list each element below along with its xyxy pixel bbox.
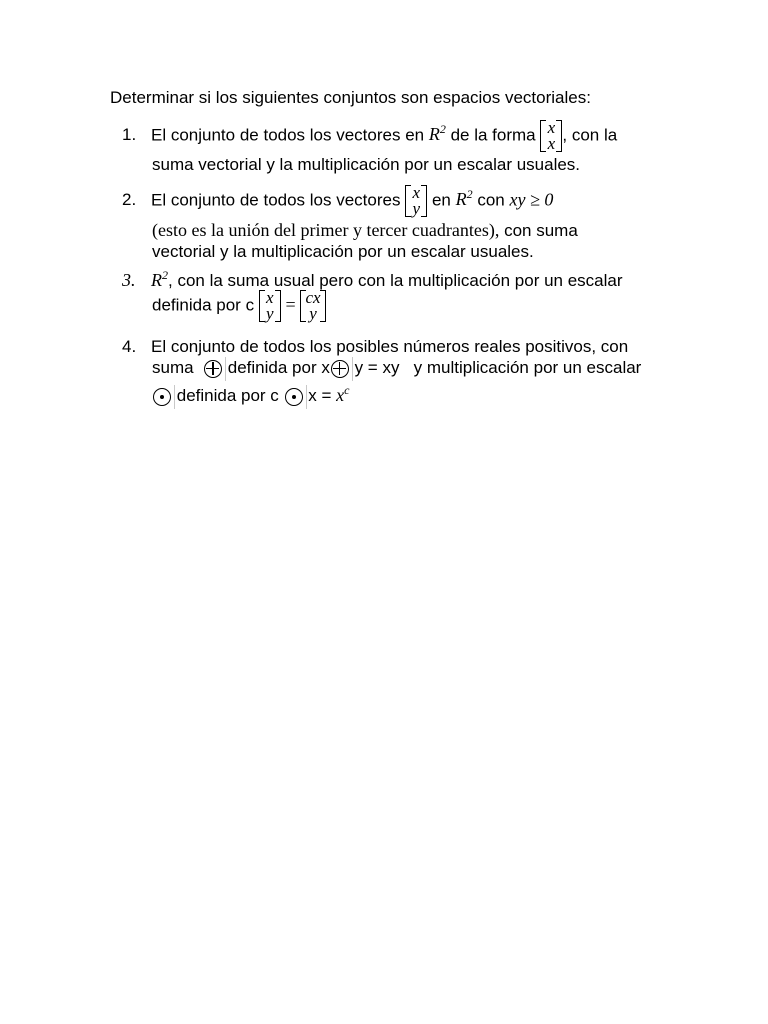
item-number: 3. (122, 270, 136, 290)
item-text: y multiplicación por un escalar (413, 358, 642, 377)
item-text: con suma (504, 221, 578, 240)
item-text: , con la (562, 125, 618, 145)
circled-plus-icon (330, 359, 350, 379)
item-text: definida por c (176, 386, 279, 405)
item-text: definida por x (227, 358, 330, 377)
condition-math: xy ≥ 0 (509, 189, 554, 210)
math-R: $R^2$ (428, 122, 446, 145)
circled-dot-icon (284, 387, 304, 407)
item-text: suma (152, 358, 194, 377)
item-text: , con la suma usual pero con la multiplicación por un escalar (168, 271, 623, 290)
list-item-2 (122, 185, 553, 217)
item-2-line-2 (152, 220, 578, 241)
item-text: de la forma (450, 125, 536, 145)
item-4-line-3 (152, 385, 350, 407)
item-number: 2. (122, 190, 137, 210)
x-power-c: $x^c$ (336, 383, 350, 405)
item-4-line-2 (152, 358, 641, 379)
list-item-1 (122, 120, 617, 152)
equals-sign: = (285, 294, 296, 315)
item-number: 4. (122, 337, 137, 356)
vector-cx-y: cx y (300, 290, 325, 322)
item-text: definida por c (152, 295, 255, 315)
math-R: $R^2$ (455, 187, 473, 210)
item-1-line-2: suma vectorial y la multiplicación por un escalar usuales. (152, 155, 581, 174)
item-text: x = (308, 386, 332, 405)
vector-x-y: x y (405, 185, 427, 217)
item-text: con (477, 190, 505, 210)
circled-dot-icon (152, 387, 172, 407)
item-text: y = xy (354, 358, 400, 377)
list-item-3 (122, 270, 623, 291)
parenthetical-text: (esto es la unión del primer y tercer cuadrantes), (152, 220, 500, 240)
item-3-line-2 (152, 290, 326, 322)
intro-text: Determinar si los siguientes conjuntos son espacios vectoriales: (110, 88, 591, 107)
item-number: 1. (122, 125, 137, 145)
item-text: El conjunto de todos los vectores en (151, 125, 425, 145)
vector-x-y: x y (259, 290, 281, 322)
circled-plus-icon (203, 359, 223, 379)
list-item-4 (122, 337, 628, 357)
item-2-line-3: vectorial y la multiplicación por un escalar usuales. (152, 242, 534, 261)
vector-x-x: x x (540, 120, 562, 152)
item-text: El conjunto de todos los posibles números reales positivos, con (151, 337, 629, 356)
item-text: El conjunto de todos los vectores (151, 190, 401, 210)
math-R: $R^2$ (151, 268, 168, 290)
item-text: en (431, 190, 451, 210)
